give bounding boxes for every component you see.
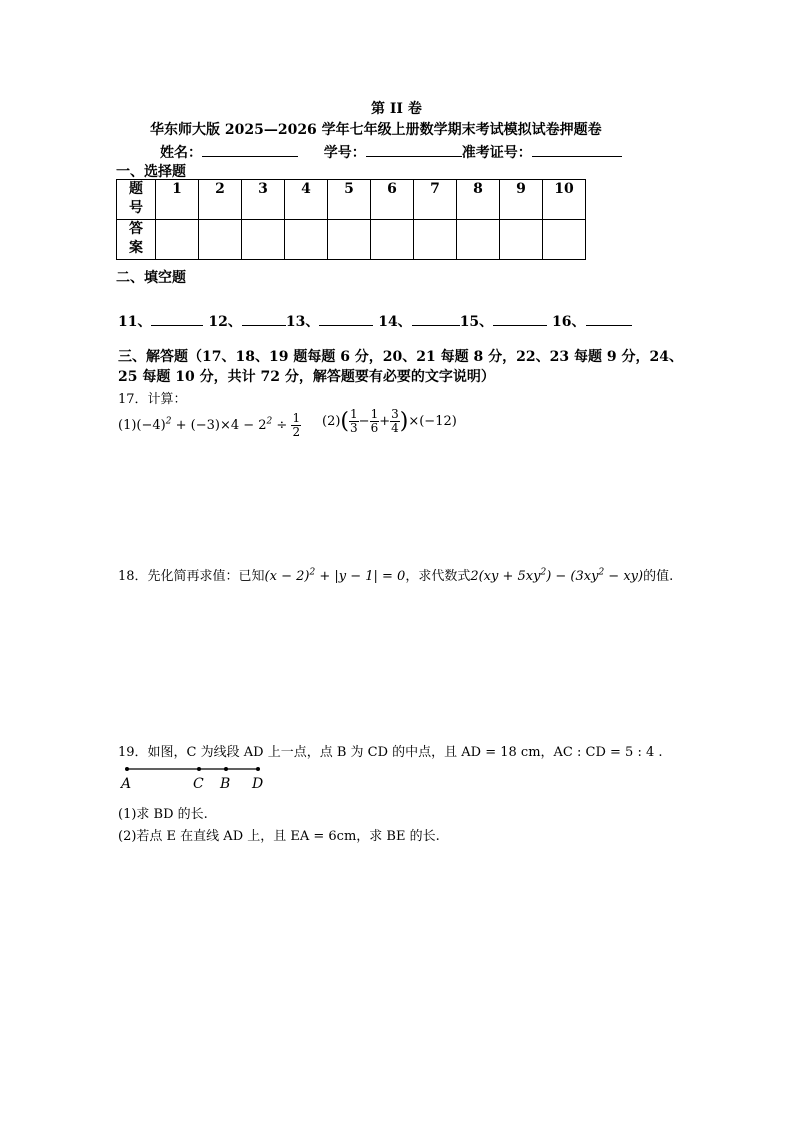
question-number-cell: 2: [199, 180, 242, 220]
answer-cell[interactable]: [371, 220, 414, 260]
blank-16[interactable]: [586, 311, 632, 326]
answer-cell[interactable]: [199, 220, 242, 260]
question-number-cell: 10: [543, 180, 586, 220]
point-d-dot: [256, 767, 260, 771]
answer-cell[interactable]: [156, 220, 199, 260]
blank-label-14: 14、: [378, 314, 412, 330]
blank-label-13: 13、: [285, 314, 320, 330]
q19-part2: (2)若点 E 在直线 AD 上，且 EA = 6cm，求 BE 的长.: [118, 829, 440, 844]
answer-table: [116, 179, 586, 260]
student-id-label: 学号：: [323, 145, 366, 161]
segment-diagram: [118, 760, 278, 794]
blank-11[interactable]: [151, 311, 203, 326]
answer-cell[interactable]: [328, 220, 371, 260]
blank-14[interactable]: [412, 311, 460, 326]
question-number-cell: 1: [156, 180, 199, 220]
exam-title: 华东师大版 2025—2026 学年七年级上册数学期末考试模拟试卷押题卷: [150, 122, 602, 138]
student-info-line: [160, 142, 622, 162]
row-header-number: 题 号: [117, 180, 156, 220]
blank-label-15: 15、: [459, 314, 494, 330]
q18-text: 18．先化简再求值：已知$(x - 2)^2 + |y - 1| = 0$，求代数式$2(xy + 5xy^2) - (3xy^2 - xy)$的值.: [118, 567, 674, 584]
ticket-blank[interactable]: [532, 142, 622, 157]
section1-title: 一、选择题: [116, 164, 186, 180]
answer-cell[interactable]: [500, 220, 543, 260]
q17-part2: (2)( $\frac{1}{3}$ − $\frac{1}{6}$ + $\frac{3}{4}$ )×(−12): [322, 407, 457, 435]
section3-title-line1: 三、解答题（17、18、19 题每题 6 分，20、21 每题 8 分，22、23 每题 9 分，24、: [118, 349, 683, 365]
question-number-cell: 6: [371, 180, 414, 220]
question-number-cell: 3: [242, 180, 285, 220]
answer-cell[interactable]: [543, 220, 586, 260]
name-blank[interactable]: [202, 142, 298, 157]
point-b-label: B: [220, 776, 231, 792]
blank-label-12: 12、: [208, 314, 242, 330]
question-number-cell: 5: [328, 180, 371, 220]
question-number-cell: 9: [500, 180, 543, 220]
q17-part1: $(1)(-4)^2 + (-3)\times 4 - 2^2$ ÷ $\frac{1}{2}$: [118, 411, 301, 439]
volume-label: 第 II 卷: [371, 101, 422, 117]
blank-13[interactable]: [319, 311, 373, 326]
question-number-cell: 4: [285, 180, 328, 220]
answer-cell[interactable]: [242, 220, 285, 260]
blank-label-11: 11、: [118, 314, 152, 330]
student-id-blank[interactable]: [366, 142, 462, 157]
question-number-cell: 8: [457, 180, 500, 220]
q19-part1: (1)求 BD 的长.: [118, 807, 208, 822]
table-row: [117, 180, 586, 220]
table-row: [117, 220, 586, 260]
point-a-label: A: [121, 776, 132, 792]
point-c-label: C: [193, 776, 204, 792]
fill-blank-line: [118, 311, 632, 331]
name-label: 姓名：: [160, 145, 202, 161]
q17-stem: 17．计算：: [118, 392, 187, 407]
blank-label-16: 16、: [552, 314, 586, 330]
answer-cell[interactable]: [285, 220, 328, 260]
answer-cell[interactable]: [414, 220, 457, 260]
section2-title: 二、填空题: [116, 270, 186, 286]
point-c-dot: [197, 767, 201, 771]
point-a-dot: [125, 767, 129, 771]
question-number-cell: 7: [414, 180, 457, 220]
row-header-answer: 答 案: [117, 220, 156, 260]
q19-text: 19．如图，C 为线段 AD 上一点，点 B 为 CD 的中点，且 AD = 18 cm，AC : CD = 5 : 4 .: [118, 745, 663, 760]
answer-cell[interactable]: [457, 220, 500, 260]
blank-15[interactable]: [493, 311, 547, 326]
point-b-dot: [224, 767, 228, 771]
blank-12[interactable]: [242, 311, 286, 326]
point-d-label: D: [252, 776, 264, 792]
ticket-label: 准考证号：: [461, 145, 532, 161]
section3-title-line2: 25 每题 10 分，共计 72 分，解答题要有必要的文字说明）: [118, 369, 495, 385]
